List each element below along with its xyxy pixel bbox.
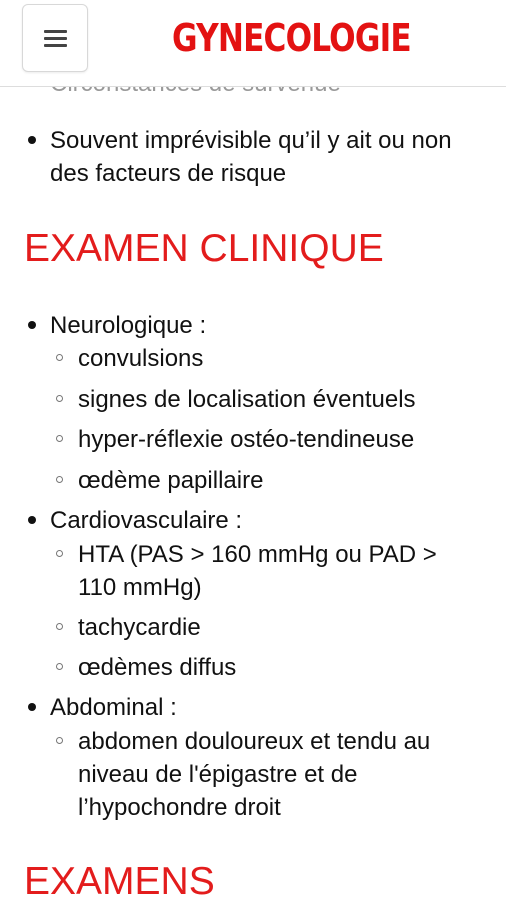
section-heading-examens: EXAMENS xyxy=(24,860,215,903)
sub-list-item-text: œdème papillaire xyxy=(78,467,264,494)
circle-bullet-icon xyxy=(56,550,63,557)
sub-list-item-text: convulsions xyxy=(78,345,204,372)
circle-bullet-icon xyxy=(56,395,63,402)
bullet-icon xyxy=(28,321,36,329)
top-header xyxy=(0,0,506,87)
sub-list-item-text: tachycardie xyxy=(78,614,201,641)
bullet-icon xyxy=(28,136,36,144)
sub-list-item-text: abdomen douloureux et tendu au niveau de l'épigastre et de l’hypochondre droit xyxy=(78,728,431,821)
circle-bullet-icon xyxy=(56,435,63,442)
circle-bullet-icon xyxy=(56,737,63,744)
section-heading-examen-clinique: EXAMEN CLINIQUE xyxy=(24,227,384,270)
circle-bullet-icon xyxy=(56,623,63,630)
site-logo[interactable]: GYNECOLOGIE xyxy=(172,16,411,60)
list-item-text: Cardiovasculaire : xyxy=(50,507,243,534)
sub-list-item-text: signes de localisation éventuels xyxy=(78,386,416,413)
circle-bullet-icon xyxy=(56,476,63,483)
circle-bullet-icon xyxy=(56,663,63,670)
bullet-icon xyxy=(28,516,36,524)
list-item-text: Souvent imprévisible qu’il y ait ou non des facteurs de risque xyxy=(50,127,452,187)
sub-list-item-text: œdèmes diffus xyxy=(78,654,237,681)
sub-list-item-text: hyper-réflexie ostéo-tendineuse xyxy=(78,426,415,453)
menu-button[interactable] xyxy=(22,4,88,72)
sub-list-item-text: HTA (PAS > 160 mmHg ou PAD > 110 mmHg) xyxy=(78,541,437,601)
hamburger-menu-icon xyxy=(44,30,67,48)
list-item-text: Neurologique : xyxy=(50,312,207,339)
circle-bullet-icon xyxy=(56,354,63,361)
list-item-text: Abdominal : xyxy=(50,694,177,721)
bullet-icon xyxy=(28,703,36,711)
